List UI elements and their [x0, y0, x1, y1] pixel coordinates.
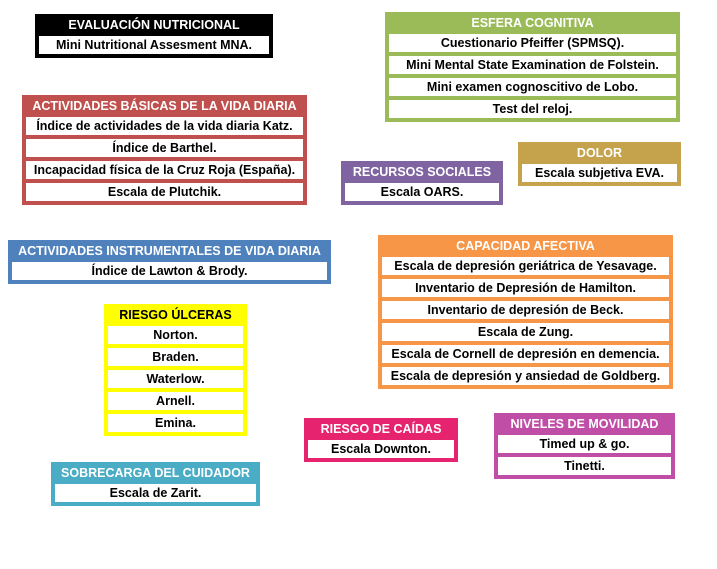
list-item: Timed up & go.	[498, 435, 671, 453]
box-actividades-basicas	[22, 95, 307, 205]
box-esfera-cognitiva	[385, 12, 680, 122]
box-title: ACTIVIDADES INSTRUMENTALES DE VIDA DIARIA	[18, 244, 321, 258]
box-title: ACTIVIDADES BÁSICAS DE LA VIDA DIARIA	[32, 99, 297, 113]
list-item: Escala de Plutchik.	[26, 183, 303, 201]
box-niveles-movilidad	[494, 413, 675, 479]
list-item: Mini examen cognoscitivo de Lobo.	[389, 78, 676, 96]
box-evaluacion-nutricional	[35, 14, 273, 58]
list-item: Escala de depresión y ansiedad de Goldberg.	[382, 367, 669, 385]
box-title: SOBRECARGA DEL CUIDADOR	[61, 466, 250, 480]
box-title: DOLOR	[576, 146, 623, 160]
list-item: Escala subjetiva EVA.	[522, 164, 677, 182]
box-dolor	[518, 142, 681, 186]
list-item: Braden.	[108, 348, 243, 366]
box-title: RIESGO DE CAÍDAS	[320, 422, 442, 436]
box-riesgo-ulceras	[104, 304, 247, 436]
list-item: Norton.	[108, 326, 243, 344]
list-item: Emina.	[108, 414, 243, 432]
list-item: Índice de actividades de la vida diaria Katz.	[26, 117, 303, 135]
list-item: Incapacidad física de la Cruz Roja (España).	[26, 161, 303, 179]
box-title: RIESGO ÚLCERAS	[119, 308, 232, 322]
box-title: CAPACIDAD AFECTIVA	[456, 239, 595, 253]
list-item: Escala de Cornell de depresión en demencia.	[382, 345, 669, 363]
list-item: Escala OARS.	[345, 183, 499, 201]
box-riesgo-caidas	[304, 418, 458, 462]
list-item: Mini Mental State Examination de Folstein.	[389, 56, 676, 74]
box-capacidad-afectiva	[378, 235, 673, 389]
list-item: Índice de Lawton & Brody.	[12, 262, 327, 280]
list-item: Test del reloj.	[389, 100, 676, 118]
list-item: Cuestionario Pfeiffer (SPMSQ).	[389, 34, 676, 52]
list-item: Mini Nutritional Assesment MNA.	[39, 36, 269, 54]
box-sobrecarga-cuidador	[51, 462, 260, 506]
list-item: Arnell.	[108, 392, 243, 410]
list-item: Escala de Zarit.	[55, 484, 256, 502]
list-item: Escala de Zung.	[382, 323, 669, 341]
list-item: Tinetti.	[498, 457, 671, 475]
box-title: EVALUACIÓN NUTRICIONAL	[68, 18, 240, 32]
box-title: RECURSOS SOCIALES	[352, 165, 492, 179]
list-item: Waterlow.	[108, 370, 243, 388]
list-item: Escala de depresión geriátrica de Yesavage.	[382, 257, 669, 275]
box-title: ESFERA COGNITIVA	[471, 16, 594, 30]
box-actividades-instrumentales	[8, 240, 331, 284]
list-item: Inventario de depresión de Beck.	[382, 301, 669, 319]
list-item: Índice de Barthel.	[26, 139, 303, 157]
box-recursos-sociales	[341, 161, 503, 205]
list-item: Inventario de Depresión de Hamilton.	[382, 279, 669, 297]
box-title: NIVELES DE MOVILIDAD	[510, 417, 659, 431]
list-item: Escala Downton.	[308, 440, 454, 458]
